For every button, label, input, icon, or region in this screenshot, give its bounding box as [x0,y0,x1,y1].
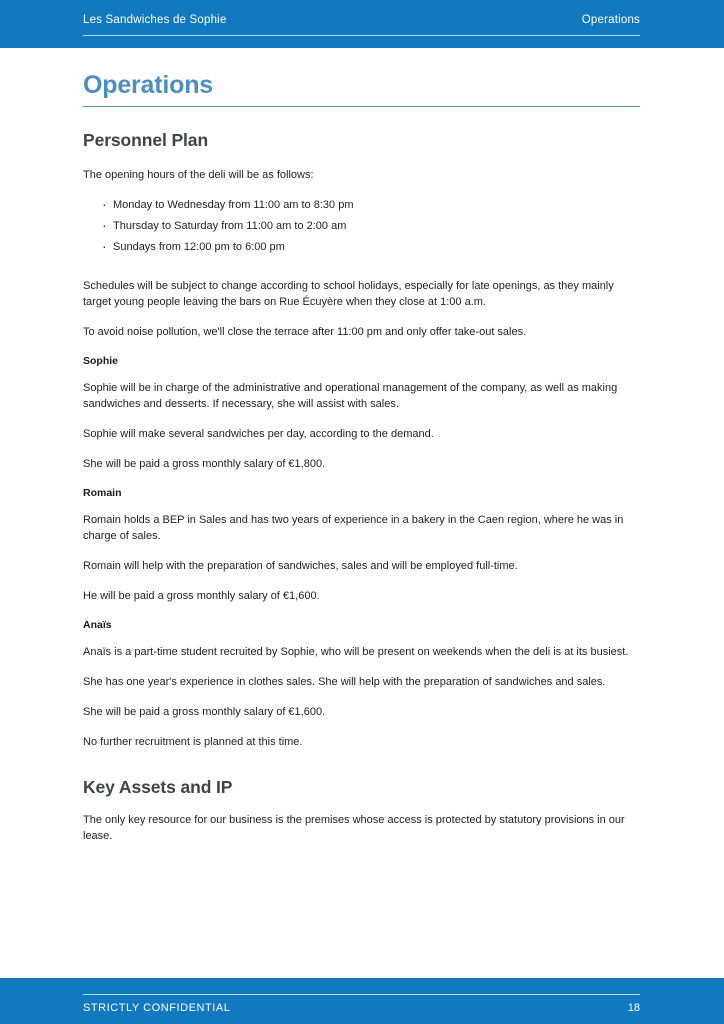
anais-salary: She will be paid a gross monthly salary of €1,600. [83,706,326,718]
opening-hours-list [83,197,640,255]
header-company-name: Les Sandwiches de Sophie [83,14,227,26]
footer-page-number: 18 [627,1002,640,1014]
sophie-paragraph-2: Sophie will make several sandwiches per day, according to the demand. [83,428,434,440]
page-content [83,70,640,858]
title-divider [83,106,640,107]
sophie-salary: She will be paid a gross monthly salary of €1,800. [83,458,326,470]
section-heading-personnel-plan: Personnel Plan [83,130,209,150]
staff-heading-anais: Anaïs [83,619,112,631]
romain-paragraph-1: Romain holds a BEP in Sales and has two years of experience in a bakery in the Caen region, where he was in charge of sales. [83,514,624,542]
key-assets-paragraph: The only key resource for our business is the premises whose access is protected by statutory provisions in our lease. [83,814,625,842]
romain-salary: He will be paid a gross monthly salary of €1,600. [83,590,320,602]
recruitment-closing-note: No further recruitment is planned at this time. [83,736,303,748]
staff-heading-sophie: Sophie [83,355,119,367]
anais-paragraph-2: She has one year's experience in clothes sales. She will help with the preparation of sandwiches and sales. [83,676,606,688]
page-title: Operations [83,71,213,99]
list-item: · Thursday to Saturday from 11:00 am to 2:00 am [102,218,640,234]
section-heading-key-assets-and-ip: Key Assets and IP [83,777,233,797]
header-content [83,14,640,36]
sophie-paragraph-1: Sophie will be in charge of the administrative and operational management of the company, as well as making sandwiches and desserts. If necessary, she will assist with sales. [83,382,618,410]
anais-paragraph-1: Anaïs is a part-time student recruited by Sophie, who will be present on weekends when the deli is at its busiest. [83,646,629,658]
page-header [0,0,724,48]
list-item: · Sundays from 12:00 pm to 6:00 pm [102,239,640,255]
spacer [83,269,640,278]
paragraph-schedules: Schedules will be subject to change according to school holidays, especially for late openings, as they mainly target young people leaving the bars on Rue Écuyère when they close at 1:00 a.m. [83,280,614,308]
romain-paragraph-2: Romain will help with the preparation of sandwiches, sales and will be employed full-time. [83,560,518,572]
paragraph-noise-pollution: To avoid noise pollution, we'll close the terrace after 11:00 pm and only offer take-out sales. [83,326,527,338]
footer-confidentiality-notice: STRICTLY CONFIDENTIAL [83,1002,231,1014]
list-item: · Monday to Wednesday from 11:00 am to 8:30 pm [102,197,640,213]
opening-hours-intro: The opening hours of the deli will be as follows: [83,169,314,181]
footer-content [83,994,640,1015]
page-footer [0,978,724,1024]
staff-heading-romain: Romain [83,487,122,499]
header-section-name: Operations [581,14,640,26]
